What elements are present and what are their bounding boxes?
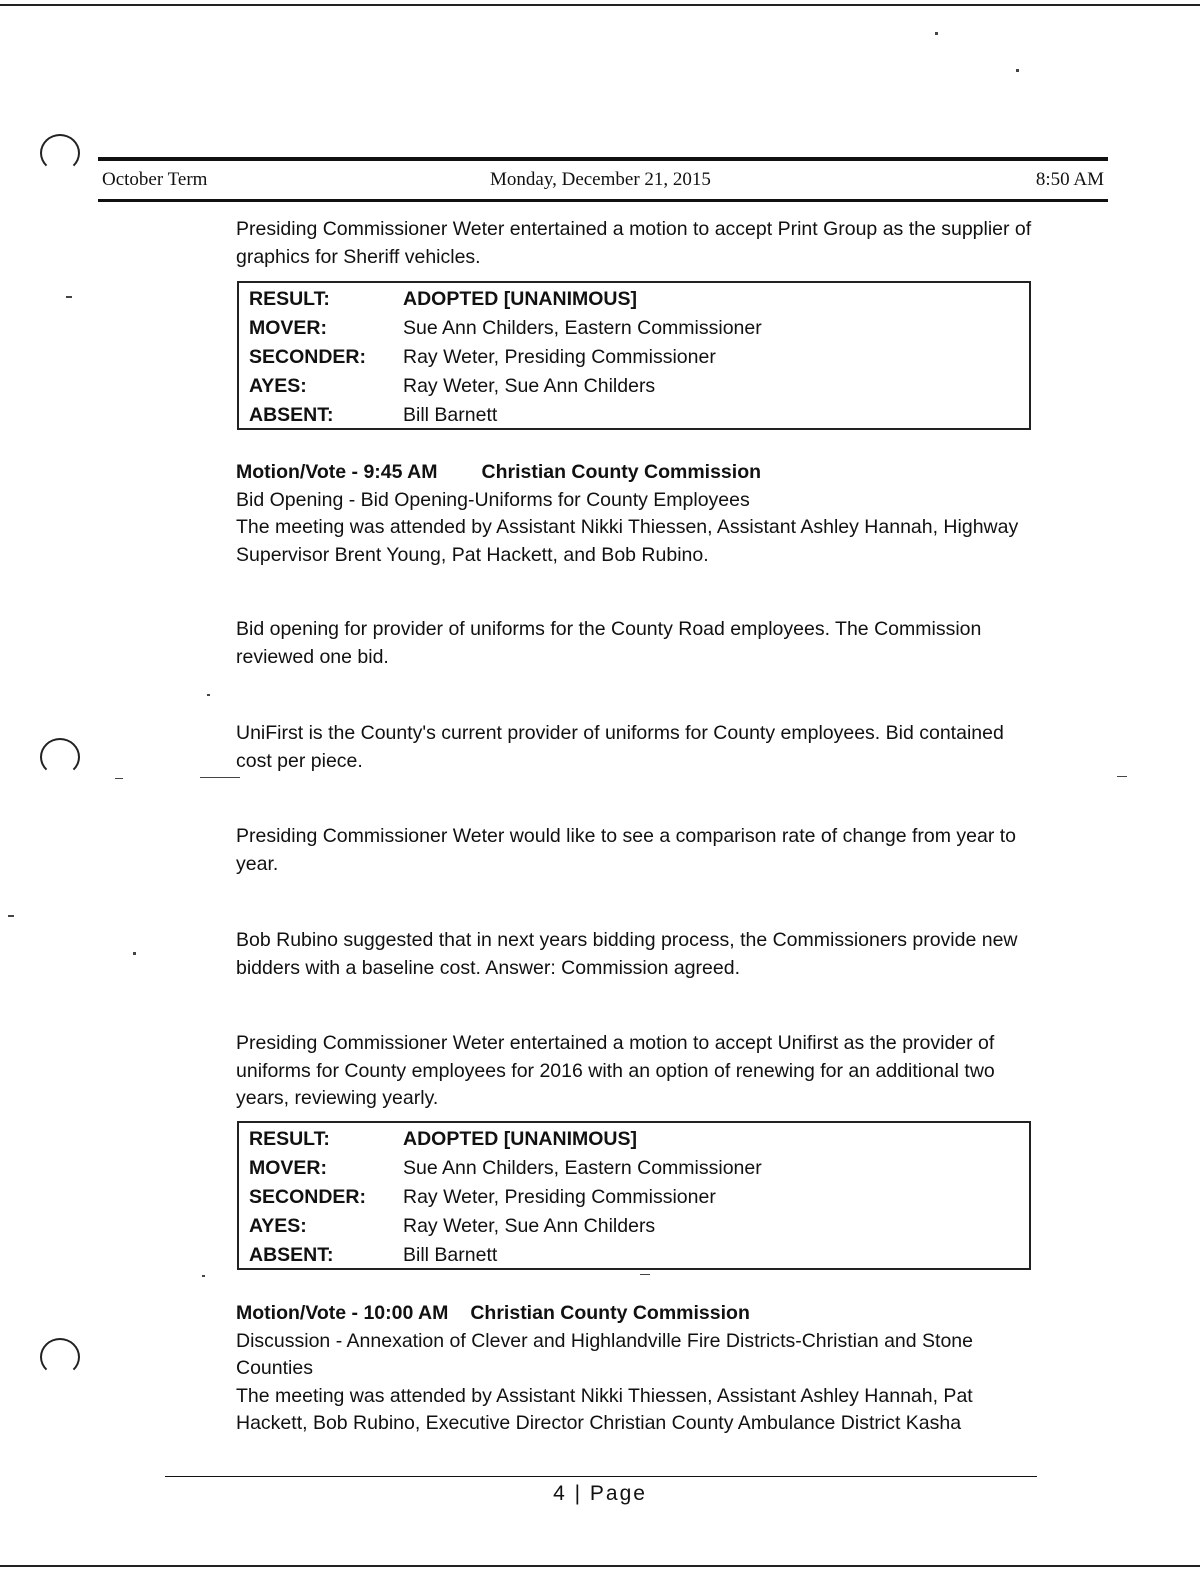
vote-row-seconder [249,1183,1029,1212]
punch-hole [40,1338,80,1376]
agenda-subheading: Bid Opening - Bid Opening-Uniforms for County Employees [236,488,750,511]
scan-speck [1117,776,1127,777]
ayes-label: AYES: [249,1215,307,1237]
paragraph [236,616,1036,671]
seconder-value: Ray Weter, Presiding Commissioner [403,346,716,368]
absent-label: ABSENT: [249,404,334,426]
vote-results-table [237,281,1031,430]
ayes-label: AYES: [249,375,307,397]
attendance-text: The meeting was attended by Assistant Nikki Thiessen, Assistant Ashley Hannah, Pat Hackett, Bob Rubino, Executive Director Christian County Ambulance District Kasha [236,1384,973,1434]
agenda-subheading: Discussion - Annexation of Clever and Highlandville Fire Districts-Christian and Stone Counties [236,1329,974,1379]
agenda-heading [236,459,1036,487]
paragraph [236,1030,1036,1113]
vote-row-absent [249,401,1029,430]
seconder-label: SECONDER: [249,346,367,368]
vote-row-mover [249,314,1029,343]
vote-row-ayes [249,1212,1029,1241]
vote-row-mover [249,1154,1029,1183]
scan-speck [207,694,210,696]
meeting-date: Monday, December 21, 2015 [490,169,711,190]
result-label: RESULT: [249,288,330,310]
absent-value: Bill Barnett [403,404,498,426]
ayes-value: Ray Weter, Sue Ann Childers [403,375,656,397]
scan-speck [66,296,72,298]
mover-label: MOVER: [249,1157,327,1179]
motion-text: Presiding Commissioner Weter entertained a motion to accept Unifirst as the provider of uniforms for County employees for 2016 with an option of renewing for an additional two years, reviewing yearly. [236,1032,995,1109]
vote-row-ayes [249,372,1029,401]
result-label: RESULT: [249,1128,330,1150]
scan-speck [640,1274,650,1275]
motion-time-heading: Motion/Vote - 9:45 AM [236,461,438,483]
seconder-value: Ray Weter, Presiding Commissioner [403,1186,716,1208]
mover-value: Sue Ann Childers, Eastern Commissioner [403,317,762,339]
paragraph [236,720,1036,775]
scan-speck [1016,69,1019,72]
term-label: October Term [102,169,208,190]
page-label: | Page [574,1482,647,1505]
seconder-label: SECONDER: [249,1186,367,1208]
commission-heading: Christian County Commission [481,461,762,483]
commission-heading: Christian County Commission [470,1302,750,1324]
header-rule-bottom [98,199,1108,202]
motion-time-heading: Motion/Vote - 10:00 AM [236,1302,449,1324]
footer-rule [165,1476,1037,1477]
scan-speck [115,778,123,779]
vote-row-absent [249,1241,1029,1270]
result-value: ADOPTED [UNANIMOUS] [403,1128,637,1150]
vote-row-seconder [249,343,1029,372]
attendance-text: The meeting was attended by Assistant Nikki Thiessen, Assistant Ashley Hannah, Highway Supervisor Brent Young, Pat Hackett, and Bob Rubino. [236,516,1019,566]
mover-label: MOVER: [249,317,327,339]
result-value: ADOPTED [UNANIMOUS] [403,288,637,310]
absent-label: ABSENT: [249,1244,334,1266]
page-number: 4 [553,1482,567,1505]
scan-top-edge [0,4,1200,6]
meeting-time: 8:50 AM [1035,169,1104,190]
motion-text: Presiding Commissioner Weter entertained a motion to accept Print Group as the supplier of graphics for Sheriff vehicles. [236,218,1032,268]
vote-row-result [249,285,1029,314]
scan-bottom-edge [0,1565,1200,1567]
paragraph [236,823,1036,878]
agenda-heading [236,1300,1036,1328]
header-rule-top [98,157,1108,161]
vote-row-result [249,1125,1029,1154]
page-header [100,169,1106,191]
scan-speck [202,1275,205,1277]
vote-results-table [237,1121,1031,1270]
unifirst-paragraph: UniFirst is the County's current provider of uniforms for County employees. Bid contained cost per piece. [236,722,1004,772]
section-fire-districts [236,1300,1036,1438]
section-uniforms-bid [236,459,1036,569]
punch-hole [40,738,80,776]
scan-speck [133,952,136,955]
section-print-group [236,216,1036,271]
page-footer [0,1482,1200,1506]
paragraph [236,927,1036,982]
ayes-value: Ray Weter, Sue Ann Childers [403,1215,656,1237]
comparison-paragraph: Presiding Commissioner Weter would like to see a comparison rate of change from year to year. [236,825,1016,875]
mover-value: Sue Ann Childers, Eastern Commissioner [403,1157,762,1179]
baseline-paragraph: Bob Rubino suggested that in next years bidding process, the Commissioners provide new bidders with a baseline cost. Answer: Commission agreed. [236,929,1018,979]
bid-opening-paragraph: Bid opening for provider of uniforms for the County Road employees. The Commission reviewed one bid. [236,618,982,668]
scan-speck [200,777,240,778]
scan-speck [935,32,938,35]
absent-value: Bill Barnett [403,1244,498,1266]
scan-speck [8,915,14,917]
punch-hole [40,134,80,172]
